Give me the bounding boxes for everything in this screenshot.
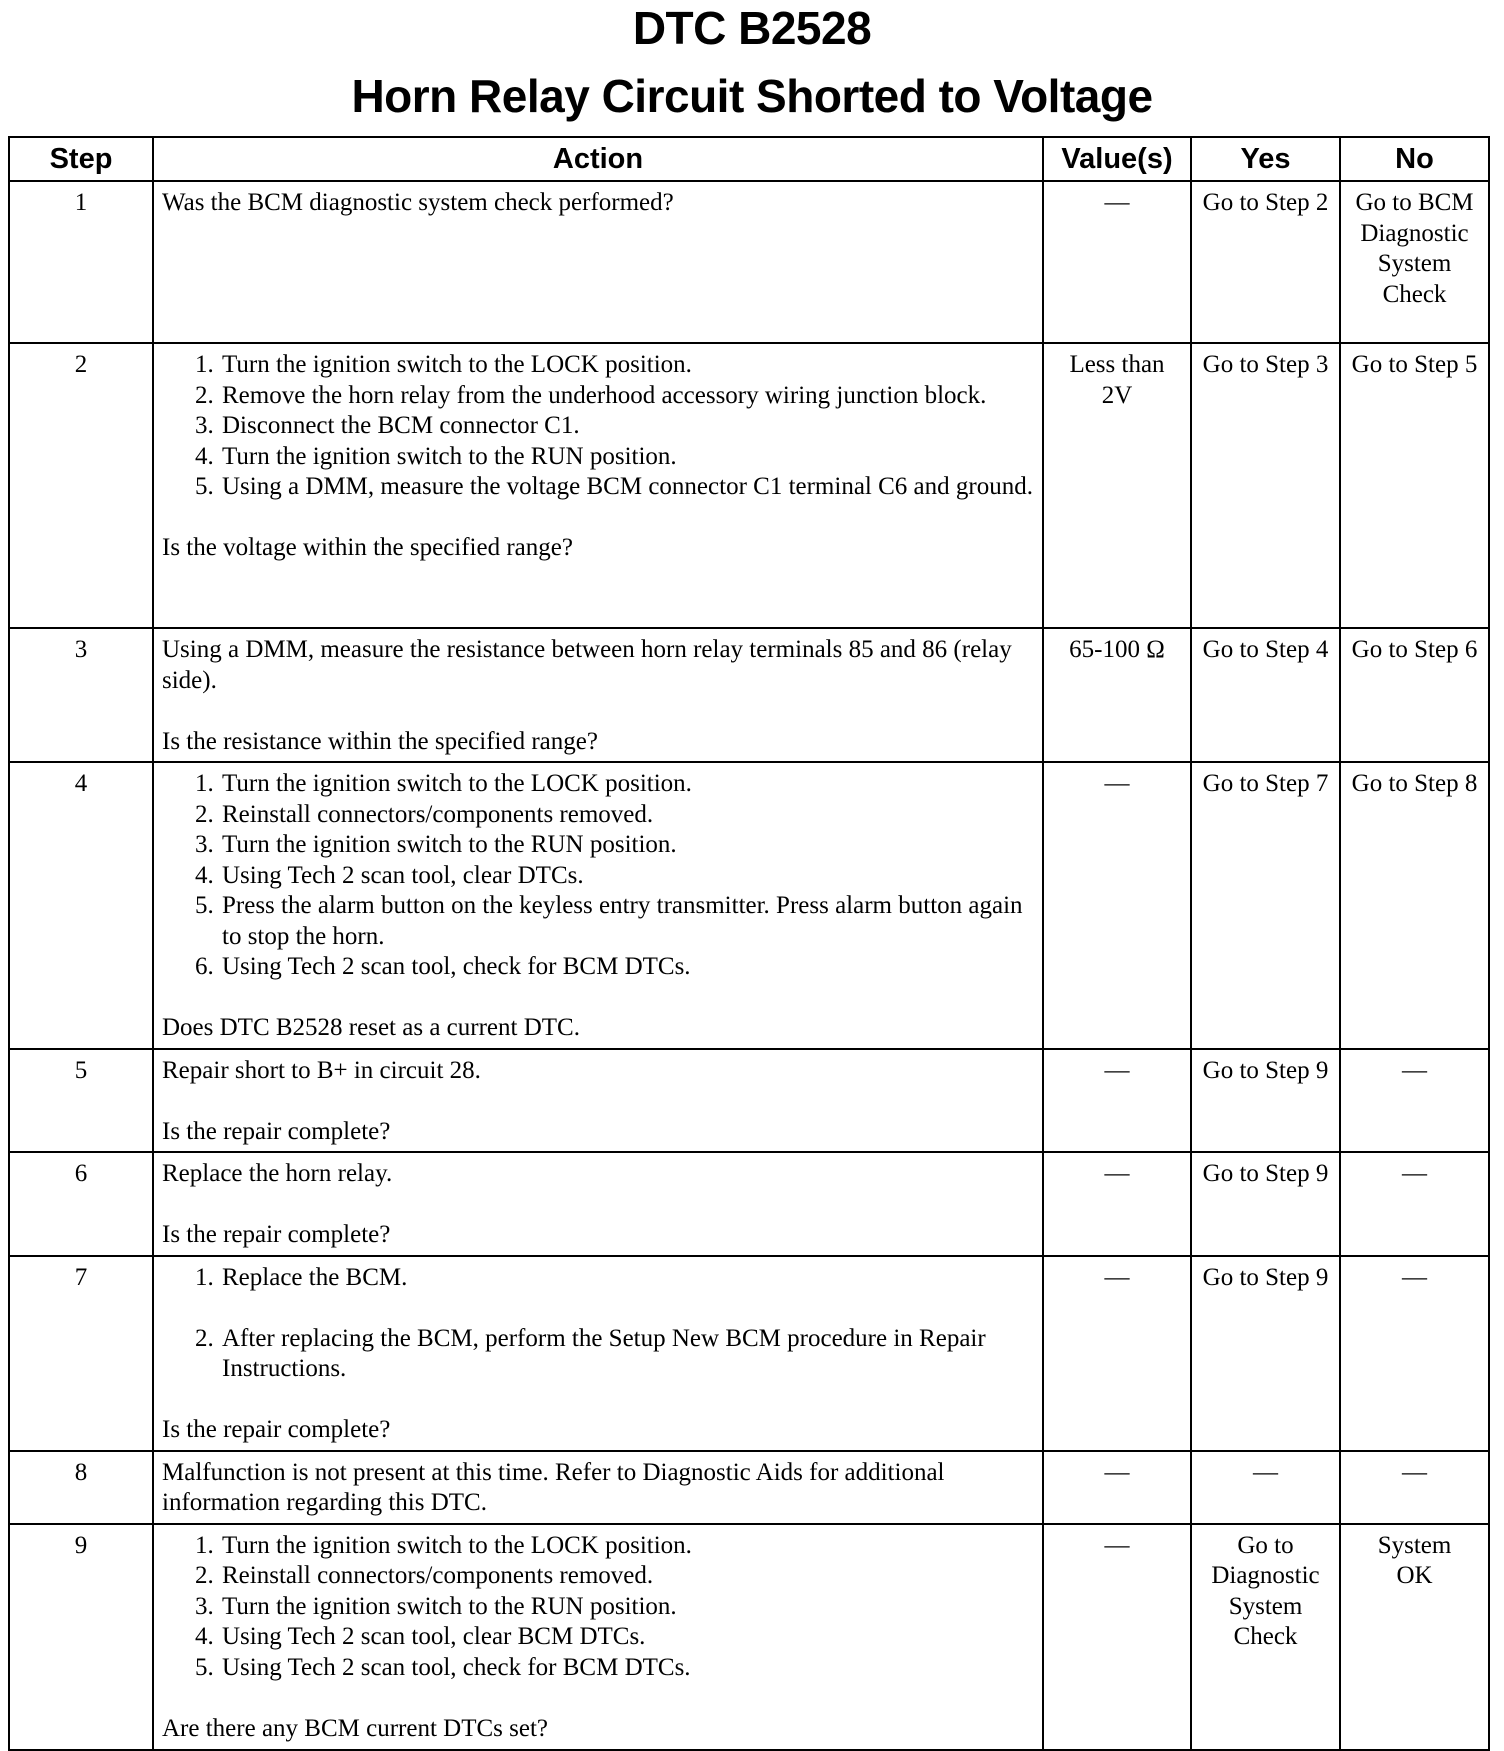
- no-cell: —: [1340, 1152, 1489, 1256]
- list-item: 3. Turn the ignition switch to the RUN position.: [220, 1592, 1034, 1623]
- action-list: [162, 1324, 1034, 1385]
- list-item: 5. Using a DMM, measure the voltage BCM connector C1 terminal C6 and ground.: [220, 472, 1034, 503]
- yes-cell: Go to Step 2: [1191, 181, 1340, 343]
- table-row: [9, 628, 1489, 762]
- value-cell: 65-100 Ω: [1043, 628, 1191, 762]
- yes-cell: —: [1191, 1451, 1340, 1524]
- table-header-row: [9, 137, 1489, 181]
- yes-cell: Go to Step 9: [1191, 1049, 1340, 1153]
- table-row: [9, 1049, 1489, 1153]
- step-number: 9: [9, 1524, 153, 1750]
- action-cell: [153, 762, 1043, 1049]
- no-cell: System OK: [1340, 1524, 1489, 1750]
- no-cell: Go to Step 6: [1340, 628, 1489, 762]
- value-cell: —: [1043, 181, 1191, 343]
- list-item: 1. Turn the ignition switch to the LOCK position.: [220, 1531, 1034, 1562]
- action-text: Using a DMM, measure the resistance between horn relay terminals 85 and 86 (relay side).: [162, 636, 1012, 694]
- list-item: 5. Using Tech 2 scan tool, check for BCM DTCs.: [220, 1653, 1034, 1684]
- action-text: Replace the horn relay.: [162, 1160, 393, 1187]
- value-cell: —: [1043, 1049, 1191, 1153]
- action-question: Is the resistance within the specified range?: [162, 727, 598, 755]
- step-number: 8: [9, 1451, 153, 1524]
- header-action: Action: [153, 137, 1043, 181]
- action-list: [162, 1531, 1034, 1684]
- page-subtitle: Horn Relay Circuit Shorted to Voltage: [351, 70, 1153, 122]
- step-number: 6: [9, 1152, 153, 1256]
- list-item: 2. Reinstall connectors/components removed.: [220, 1561, 1034, 1592]
- action-question: Is the repair complete?: [162, 1221, 391, 1248]
- list-item: 4. Turn the ignition switch to the RUN position.: [220, 442, 1034, 473]
- list-item: 2. After replacing the BCM, perform the Setup New BCM procedure in Repair Instructions.: [220, 1324, 1034, 1385]
- action-text: Malfunction is not present at this time. Refer to Diagnostic Aids for additional information regarding this DTC.: [162, 1458, 945, 1516]
- action-cell: [153, 1451, 1043, 1524]
- action-cell: [153, 1524, 1043, 1750]
- yes-cell: Go to Step 9: [1191, 1152, 1340, 1256]
- yes-cell: Go to Diagnostic System Check: [1191, 1524, 1340, 1750]
- page-header: [0, 0, 1504, 124]
- page-title: DTC B2528: [632, 2, 872, 54]
- list-item: 2. Reinstall connectors/components removed.: [220, 800, 1034, 831]
- list-item: 4. Using Tech 2 scan tool, clear DTCs.: [220, 861, 1034, 892]
- list-item: 1. Turn the ignition switch to the LOCK position.: [220, 769, 1034, 800]
- table-row: [9, 762, 1489, 1049]
- step-number: 1: [9, 181, 153, 343]
- header-values: Value(s): [1043, 137, 1191, 181]
- list-item: 3. Turn the ignition switch to the RUN position.: [220, 830, 1034, 861]
- value-cell: —: [1043, 762, 1191, 1049]
- value-cell: Less than 2V: [1043, 343, 1191, 628]
- table-row: [9, 1152, 1489, 1256]
- action-text: Was the BCM diagnostic system check performed?: [162, 189, 674, 216]
- step-number: 4: [9, 762, 153, 1049]
- action-question: Are there any BCM current DTCs set?: [162, 1714, 548, 1742]
- step-number: 7: [9, 1256, 153, 1451]
- value-cell: —: [1043, 1256, 1191, 1451]
- header-no: No: [1340, 137, 1489, 181]
- list-item: 4. Using Tech 2 scan tool, clear BCM DTCs.: [220, 1622, 1034, 1653]
- yes-cell: Go to Step 9: [1191, 1256, 1340, 1451]
- list-item: 1. Turn the ignition switch to the LOCK position.: [220, 350, 1034, 381]
- step-number: 3: [9, 628, 153, 762]
- no-cell: —: [1340, 1256, 1489, 1451]
- action-cell: [153, 628, 1043, 762]
- action-list: [162, 350, 1034, 503]
- action-cell: [153, 1049, 1043, 1153]
- action-cell: [153, 1152, 1043, 1256]
- yes-cell: Go to Step 3: [1191, 343, 1340, 628]
- action-question: Is the repair complete?: [162, 1117, 391, 1145]
- action-cell: [153, 1256, 1043, 1451]
- action-list: [162, 769, 1034, 983]
- yes-cell: Go to Step 7: [1191, 762, 1340, 1049]
- action-question: Does DTC B2528 reset as a current DTC.: [162, 1014, 580, 1041]
- value-cell: —: [1043, 1451, 1191, 1524]
- value-cell: —: [1043, 1524, 1191, 1750]
- table-row: [9, 181, 1489, 343]
- list-item: 6. Using Tech 2 scan tool, check for BCM DTCs.: [220, 952, 1034, 983]
- list-item: 1. Replace the BCM.: [220, 1263, 1034, 1294]
- action-list: [162, 1263, 1034, 1294]
- action-question: Is the voltage within the specified range?: [162, 534, 573, 561]
- table-row: [9, 1524, 1489, 1750]
- table-row: [9, 343, 1489, 628]
- action-question: Is the repair complete?: [162, 1416, 391, 1443]
- list-item: 3. Disconnect the BCM connector C1.: [220, 411, 1034, 442]
- action-text: Repair short to B+ in circuit 28.: [162, 1056, 481, 1084]
- no-cell: Go to Step 8: [1340, 762, 1489, 1049]
- value-cell: —: [1043, 1152, 1191, 1256]
- list-item: 2. Remove the horn relay from the underhood accessory wiring junction block.: [220, 381, 1034, 412]
- yes-cell: Go to Step 4: [1191, 628, 1340, 762]
- header-step: Step: [9, 137, 153, 181]
- step-number: 5: [9, 1049, 153, 1153]
- table-row: [9, 1451, 1489, 1524]
- action-cell: [153, 181, 1043, 343]
- list-item: 5. Press the alarm button on the keyless entry transmitter. Press alarm button again to stop the horn.: [220, 891, 1034, 952]
- no-cell: Go to BCM Diagnostic System Check: [1340, 181, 1489, 343]
- action-cell: [153, 343, 1043, 628]
- diagnostic-table: [8, 136, 1490, 1751]
- step-number: 2: [9, 343, 153, 628]
- no-cell: Go to Step 5: [1340, 343, 1489, 628]
- no-cell: —: [1340, 1049, 1489, 1153]
- header-yes: Yes: [1191, 137, 1340, 181]
- table-row: [9, 1256, 1489, 1451]
- no-cell: —: [1340, 1451, 1489, 1524]
